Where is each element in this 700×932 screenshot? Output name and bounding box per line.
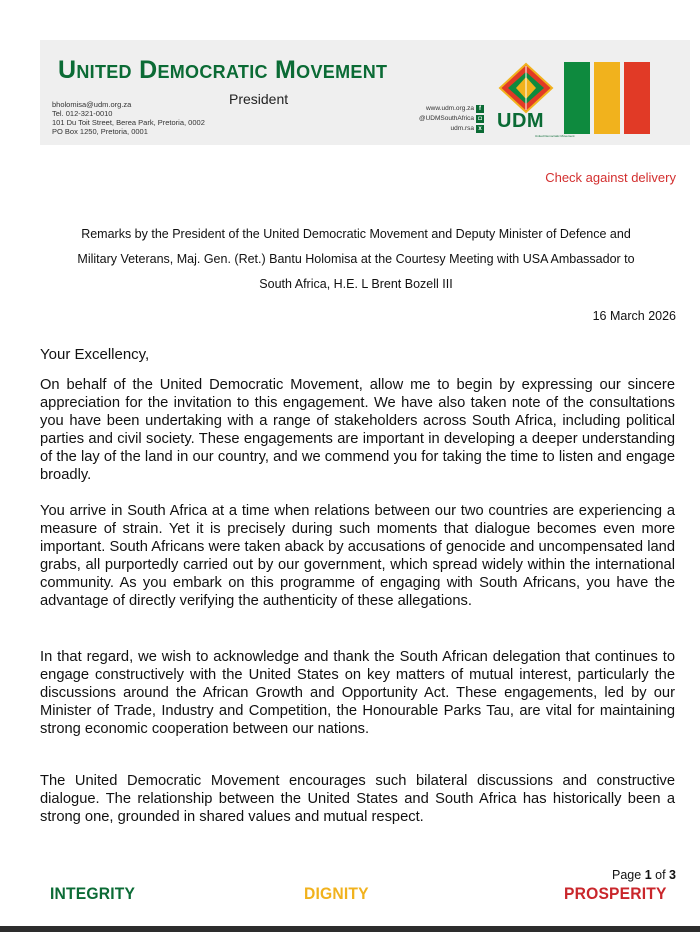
title-line: Remarks by the President of the United Democratic Movement and Deputy Minister of Defence and bbox=[81, 227, 631, 241]
flag-stripe-yellow bbox=[594, 62, 620, 134]
document-title bbox=[30, 222, 682, 297]
page-prefix: Page bbox=[612, 868, 642, 882]
org-name: United Democratic Movement bbox=[58, 56, 388, 84]
x-icon: x bbox=[476, 125, 484, 133]
bottom-bar bbox=[0, 926, 700, 932]
body-paragraph: You arrive in South Africa at a time when relations between our two countries are experiencing a measure of strain. Yet it is precisely during such moments that dialogue becomes even more important. South Africans were taken aback by accusations of genocide and uncompensated land grabs, all purportedly carried out by our government, which spread widely within the international community. As you embark on this programme of engaging with South Africans, you have the advantage of directly verifying the authenticity of these allegations. bbox=[40, 503, 675, 609]
page-total: 3 bbox=[669, 868, 676, 882]
social-block bbox=[400, 104, 484, 134]
motto-prosperity: PROSPERITY bbox=[564, 884, 667, 903]
title-line: South Africa, H.E. L Brent Bozell III bbox=[259, 277, 453, 291]
contact-block bbox=[52, 100, 205, 136]
motto-dignity: DIGNITY bbox=[304, 884, 369, 903]
facebook-icon: f bbox=[476, 105, 484, 113]
instagram-text: @UDMSouthAfrica bbox=[418, 115, 474, 122]
social-instagram bbox=[400, 114, 484, 124]
social-handle bbox=[400, 124, 484, 134]
logo-tagline: United Democratic Movement bbox=[535, 134, 575, 138]
handle-text: udm.rsa bbox=[450, 125, 474, 132]
document-date: 16 March 2026 bbox=[592, 309, 676, 323]
instagram-icon: ◘ bbox=[476, 115, 484, 123]
title-line: Military Veterans, Maj. Gen. (Ret.) Bantu Holomisa at the Courtesy Meeting with USA Ambassador to bbox=[77, 252, 635, 266]
body-paragraph: On behalf of the United Democratic Movement, allow me to begin by expressing our sincere appreciation for the invitation to this engagement. We have also taken note of the consultations you have been undertaking with a range of stakeholders across South Africa, including political parties and civil society. These engagements are important in developing a deeper understanding of the lay of the land in our country, and we commend you for taking the time to listen and engage broadly. bbox=[40, 377, 675, 483]
website-text: www.udm.org.za bbox=[425, 105, 474, 112]
office-title: President bbox=[229, 91, 289, 107]
letterhead bbox=[40, 40, 690, 145]
contact-po-box: PO Box 1250, Pretoria, 0001 bbox=[52, 127, 148, 136]
flag-stripe-green bbox=[564, 62, 590, 134]
page-separator: of bbox=[655, 868, 666, 882]
page-current: 1 bbox=[644, 868, 652, 882]
page-number bbox=[612, 868, 676, 882]
social-website bbox=[400, 104, 484, 114]
udm-logo-icon bbox=[498, 62, 554, 114]
body-paragraph: The United Democratic Movement encourages such bilateral discussions and constructive dialogue. The relationship between the United States and South Africa has historically been a strong one, grounded in shared values and mutual respect. bbox=[40, 773, 675, 825]
check-against-delivery: Check against delivery bbox=[545, 170, 676, 185]
motto-integrity: INTEGRITY bbox=[50, 884, 136, 903]
flag-stripe-red bbox=[624, 62, 650, 134]
contact-tel: Tel. 012-321-0010 bbox=[52, 109, 113, 118]
contact-email: bholomisa@udm.org.za bbox=[52, 100, 132, 109]
logo-text: UDM bbox=[497, 110, 545, 132]
salutation: Your Excellency, bbox=[40, 346, 150, 363]
body-paragraph: In that regard, we wish to acknowledge and thank the South African delegation that continues to engage constructively with the United States on key matters of mutual interest, particularly the discussions around the African Growth and Opportunity Act. These engagements, led by our Minister of Trade, Industry and Competition, the Honourable Parks Tau, are vital for maintaining strong economic cooperation between our nations. bbox=[40, 649, 675, 737]
contact-street: 101 Du Toit Street, Berea Park, Pretoria, 0002 bbox=[52, 118, 205, 127]
